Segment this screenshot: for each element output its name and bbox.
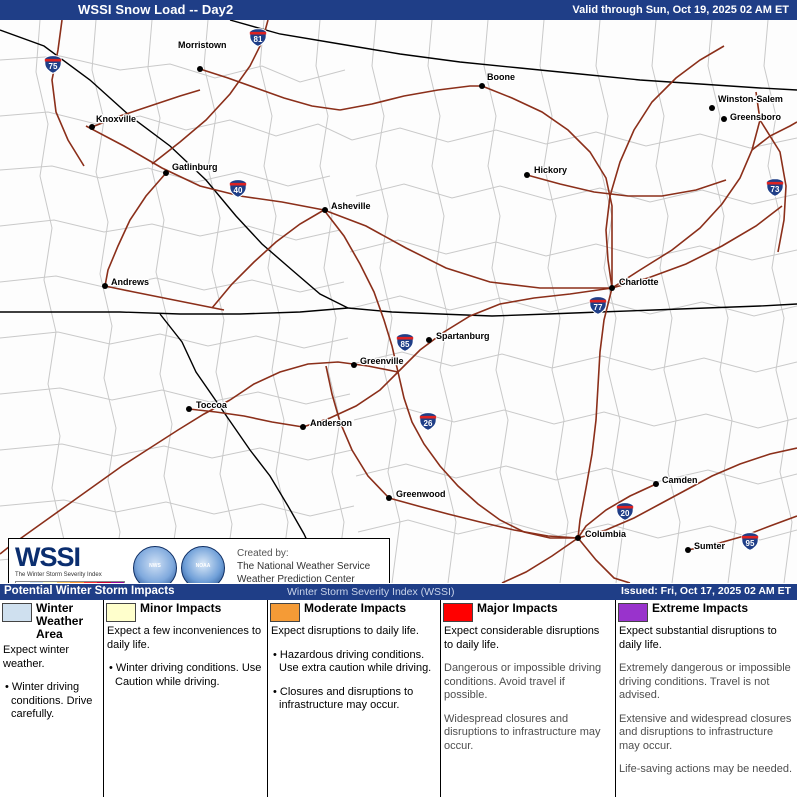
city-label: Boone xyxy=(487,72,515,82)
city-label: Toccoa xyxy=(196,400,227,410)
legend-color-swatch xyxy=(106,603,136,622)
nws-seal-icon xyxy=(133,546,177,583)
map-canvas[interactable] xyxy=(0,20,797,583)
city-label: Spartanburg xyxy=(436,331,490,341)
city-dot xyxy=(479,83,485,89)
map-svg xyxy=(0,20,797,583)
city-label: Anderson xyxy=(310,418,353,428)
interstate-shield-icon xyxy=(44,55,62,74)
interstate-number: 85 xyxy=(400,339,410,349)
legend-column xyxy=(616,600,797,797)
legend-title: Winter Weather Area xyxy=(36,601,84,641)
title-bar xyxy=(0,0,797,20)
nws-seal-label: NWS xyxy=(149,563,161,569)
city-label: Morristown xyxy=(178,40,227,50)
city-label: Camden xyxy=(662,475,698,485)
wssi-logo-bar xyxy=(8,538,390,583)
created-by-line-2: Weather Prediction Center xyxy=(237,574,355,583)
interstate-number: 73 xyxy=(770,184,780,194)
city-dot xyxy=(300,424,306,430)
wssi-color-ramp xyxy=(15,581,125,583)
legend-column xyxy=(0,600,104,797)
legend-description: Expect disruptions to daily life. xyxy=(271,625,419,637)
impacts-bar xyxy=(0,584,797,600)
created-by-line-1: The National Weather Service xyxy=(237,561,371,572)
city-label: Andrews xyxy=(111,277,150,287)
wssi-logo xyxy=(15,544,127,583)
wssi-tagline: The Winter Storm Severity Index xyxy=(15,572,102,578)
city-label: Asheville xyxy=(331,201,371,211)
city-label: Winston-Salem xyxy=(718,94,783,104)
noaa-seal-label: NOAA xyxy=(195,563,211,569)
legend-title: Extreme Impacts xyxy=(652,601,749,615)
interstate-number: 20 xyxy=(620,508,630,518)
legend-description: • Winter driving conditions. Use Caution while driving. xyxy=(109,662,262,688)
ramp-swatch-4 xyxy=(70,582,84,583)
city-dot xyxy=(322,207,328,213)
ramp-swatch-7 xyxy=(111,582,125,583)
interstate-shield-icon xyxy=(396,333,414,352)
impacts-bar-subtitle: Winter Storm Severity Index (WSSI) xyxy=(287,586,455,598)
city-dot xyxy=(575,535,581,541)
legend-header xyxy=(104,600,267,622)
city-dot xyxy=(351,362,357,368)
ramp-swatch-3 xyxy=(57,582,71,583)
legend-color-swatch xyxy=(618,603,648,622)
legend-title: Major Impacts xyxy=(477,601,558,615)
ramp-swatch-1 xyxy=(30,582,44,583)
city-dot xyxy=(186,406,192,412)
interstate-number: 26 xyxy=(423,418,433,428)
city-dot xyxy=(653,481,659,487)
legend-header xyxy=(0,600,103,641)
noaa-seal-icon xyxy=(181,546,225,583)
legend-header xyxy=(441,600,615,622)
interstate-number: 40 xyxy=(233,185,243,195)
legend-column xyxy=(441,600,616,797)
city-label: Sumter xyxy=(694,541,726,551)
legend xyxy=(0,600,797,797)
interstate-shield-icon xyxy=(741,532,759,551)
city-dot xyxy=(709,105,715,111)
interstate-number: 95 xyxy=(745,538,755,548)
city-dot xyxy=(685,547,691,553)
legend-description: • Hazardous driving conditions. Use extra caution while driving. xyxy=(273,648,432,674)
legend-column xyxy=(268,600,441,797)
legend-description: Widespread closures and disruptions to infrastructure may occur. xyxy=(444,712,601,752)
legend-description: • Winter driving conditions. Drive carefully. xyxy=(5,681,93,720)
interstate-shield-icon xyxy=(589,296,607,315)
page-title: WSSI Snow Load -- Day2 xyxy=(78,2,234,17)
interstate-number: 75 xyxy=(48,61,58,71)
legend-color-swatch xyxy=(270,603,300,622)
interstate-number: 81 xyxy=(253,34,263,44)
interstate-shield-icon xyxy=(419,412,437,431)
interstate-shield-icon xyxy=(616,502,634,521)
city-label: Knoxville xyxy=(96,114,137,124)
created-by-block xyxy=(237,547,370,583)
legend-column xyxy=(104,600,268,797)
interstate-shield-icon xyxy=(229,179,247,198)
legend-color-swatch xyxy=(2,603,32,622)
city-label: Hickory xyxy=(534,165,568,175)
valid-through-label: Valid through Sun, Oct 19, 2025 02 AM ET xyxy=(572,4,789,16)
ramp-swatch-0 xyxy=(16,582,30,583)
interstate-number: 77 xyxy=(593,302,603,312)
legend-description: Extensive and widespread closures and disruptions to infrastructure may occur. xyxy=(619,712,792,752)
city-dot xyxy=(609,285,615,291)
city-dot xyxy=(102,283,108,289)
city-dot xyxy=(386,495,392,501)
city-dot xyxy=(197,66,203,72)
city-dot xyxy=(163,170,169,176)
legend-color-swatch xyxy=(443,603,473,622)
impacts-bar-title: Potential Winter Storm Impacts xyxy=(4,585,175,597)
interstate-shield-icon xyxy=(766,178,784,197)
city-dot xyxy=(426,337,432,343)
city-label: Charlotte xyxy=(619,277,659,287)
city-label: Columbia xyxy=(585,529,627,539)
city-label: Greenwood xyxy=(396,489,446,499)
city-dot xyxy=(721,116,727,122)
ramp-swatch-6 xyxy=(97,582,111,583)
created-by-label: Created by: xyxy=(237,548,289,559)
legend-description: Expect considerable disruptions to daily life. xyxy=(444,625,600,651)
legend-description: Dangerous or impossible driving conditions. Avoid travel if possible. xyxy=(444,662,602,701)
legend-title: Moderate Impacts xyxy=(304,601,407,615)
legend-header xyxy=(616,600,797,622)
issued-label: Issued: Fri, Oct 17, 2025 02 AM ET xyxy=(620,585,791,597)
city-label: Greensboro xyxy=(730,112,782,122)
ramp-swatch-5 xyxy=(84,582,98,583)
legend-description: • Closures and disruptions to infrastructure may occur. xyxy=(273,685,414,711)
legend-description: Extremely dangerous or impossible driving conditions. Travel is not advised. xyxy=(619,662,791,701)
wssi-wordmark: WSSI xyxy=(15,542,81,572)
legend-description: Life-saving actions may be needed. xyxy=(619,763,793,775)
legend-title: Minor Impacts xyxy=(140,601,222,615)
ramp-swatch-2 xyxy=(43,582,57,583)
legend-description: Expect substantial disruptions to daily life. xyxy=(619,625,777,651)
legend-description: Expect winter weather. xyxy=(3,644,70,670)
legend-description: Expect a few inconveniences to daily life. xyxy=(107,625,262,651)
city-dot xyxy=(524,172,530,178)
interstate-shield-icon xyxy=(249,28,267,47)
city-dot xyxy=(89,124,95,130)
city-label: Greenville xyxy=(360,356,404,366)
city-label: Gatlinburg xyxy=(172,162,218,172)
legend-header xyxy=(268,600,440,622)
